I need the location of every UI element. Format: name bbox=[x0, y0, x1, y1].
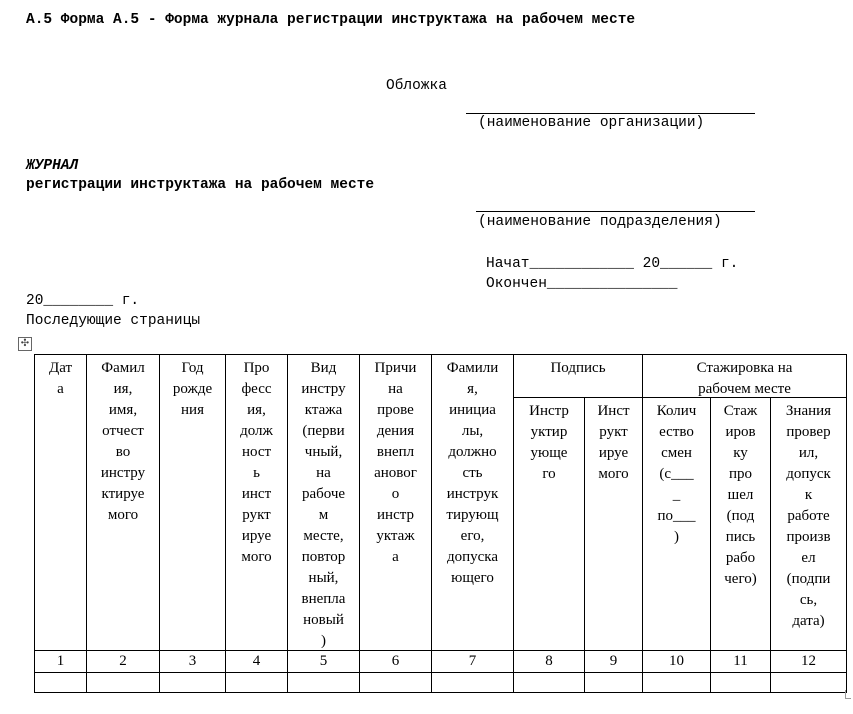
finished-line: Окончен_______________ bbox=[486, 276, 678, 292]
empty-data-cell[interactable] bbox=[642, 672, 710, 692]
department-blank-line bbox=[476, 211, 755, 212]
journal-title: ЖУРНАЛ bbox=[26, 158, 79, 174]
column-number: 4 bbox=[225, 650, 287, 672]
column-number: 6 bbox=[359, 650, 431, 672]
column-number: 11 bbox=[710, 650, 770, 672]
column-number: 3 bbox=[159, 650, 225, 672]
column-number: 7 bbox=[431, 650, 513, 672]
column-header-date: Дат а bbox=[34, 354, 86, 650]
empty-data-cell[interactable] bbox=[584, 672, 642, 692]
document-heading: А.5 Форма А.5 - Форма журнала регистрации инструктажа на рабочем месте bbox=[26, 12, 636, 28]
year-line: 20________ г. bbox=[26, 293, 140, 309]
column-header-internship-done: Стаж иров ку про шел (под пись рабо чего) bbox=[710, 397, 770, 650]
column-number: 5 bbox=[287, 650, 359, 672]
page-corner-mark bbox=[845, 690, 851, 699]
empty-data-cell[interactable] bbox=[287, 672, 359, 692]
empty-data-cell[interactable] bbox=[225, 672, 287, 692]
column-header-reason: Причи на прове дения внепл ановог о инстр уктаж а bbox=[359, 354, 431, 650]
empty-data-cell[interactable] bbox=[86, 672, 159, 692]
column-header-instructor-name: Фамили я, инициа лы, должно сть инструк тирующ его, допуска ющего bbox=[431, 354, 513, 650]
group-header-signature: Подпись bbox=[513, 354, 642, 397]
group-header-internship: Стажировка на рабочем месте bbox=[642, 354, 846, 397]
department-caption: (наименование подразделения) bbox=[478, 214, 722, 230]
started-line: Начат____________ 20______ г. bbox=[486, 256, 739, 272]
empty-data-cell[interactable] bbox=[770, 672, 846, 692]
column-header-shift-count: Колич ество смен (с___ _ по___ ) bbox=[642, 397, 710, 650]
table-right-border bbox=[846, 354, 847, 692]
subsequent-pages-label: Последующие страницы bbox=[26, 313, 201, 329]
column-number: 10 bbox=[642, 650, 710, 672]
empty-data-cell[interactable] bbox=[359, 672, 431, 692]
column-header-knowledge-checked: Знания провер ил, допуск к работе произв ел (подпи сь, дата) bbox=[770, 397, 846, 650]
empty-data-cell[interactable] bbox=[431, 672, 513, 692]
organization-blank-line bbox=[466, 113, 755, 114]
column-header-instructor-signature: Инстр уктир ующе го bbox=[513, 397, 584, 650]
column-number: 12 bbox=[770, 650, 846, 672]
empty-data-cell[interactable] bbox=[710, 672, 770, 692]
column-header-full-name: Фамил ия, имя, отчест во инстру ктируе мого bbox=[86, 354, 159, 650]
journal-subtitle: регистрации инструктажа на рабочем месте bbox=[26, 177, 375, 193]
column-header-birth-year: Год рожде ния bbox=[159, 354, 225, 650]
column-number: 9 bbox=[584, 650, 642, 672]
organization-caption: (наименование организации) bbox=[478, 115, 705, 131]
cover-label: Обложка bbox=[386, 78, 447, 94]
empty-data-cell[interactable] bbox=[159, 672, 225, 692]
table-move-handle-icon[interactable]: ✣ bbox=[18, 337, 32, 351]
column-number: 1 bbox=[34, 650, 86, 672]
table-bottom-border bbox=[34, 692, 847, 693]
column-header-briefing-type: Вид инстру ктажа (перви чный, на рабоче м месте, повтор ный, внепла новый ) bbox=[287, 354, 359, 650]
column-number: 2 bbox=[86, 650, 159, 672]
column-header-trainee-signature: Инст рукт ируе мого bbox=[584, 397, 642, 650]
column-header-profession: Про фесс ия, долж ност ь инст рукт ируе мого bbox=[225, 354, 287, 650]
column-number: 8 bbox=[513, 650, 584, 672]
empty-data-cell[interactable] bbox=[513, 672, 584, 692]
empty-data-cell[interactable] bbox=[34, 672, 86, 692]
